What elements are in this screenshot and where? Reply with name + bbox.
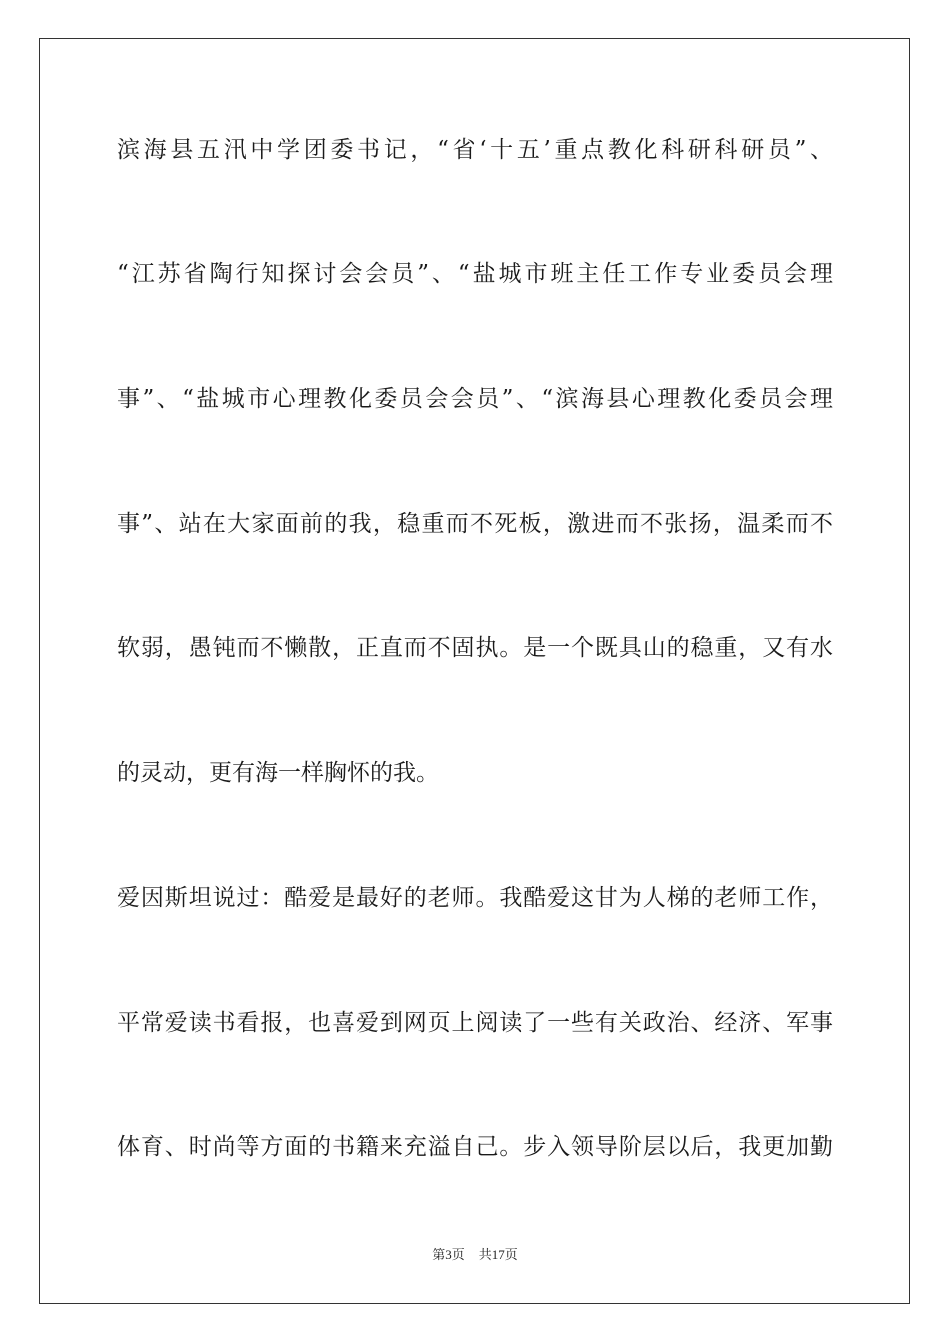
text-line-1: 滨海县五汛中学团委书记，“省‘十五’重点教化科研科研员”、 bbox=[117, 137, 833, 163]
text-line-6: 的灵动，更有海一样胸怀的我。 bbox=[117, 760, 439, 786]
text-line-5: 软弱，愚钝而不懒散，正直而不固执。是一个既具山的稳重，又有水 bbox=[117, 635, 833, 661]
text-line-4: 事”、站在大家面前的我，稳重而不死板，激进而不张扬，温柔而不 bbox=[117, 511, 833, 537]
page-number: 第3页 bbox=[432, 1247, 465, 1262]
text-line-3: 事”、“盐城市心理教化委员会会员”、“滨海县心理教化委员会理 bbox=[117, 386, 833, 412]
text-line-8: 平常爱读书看报，也喜爱到网页上阅读了一些有关政治、经济、军事 bbox=[117, 1010, 833, 1036]
page-footer bbox=[0, 1246, 950, 1264]
text-line-9: 体育、时尚等方面的书籍来充溢自己。步入领导阶层以后，我更加勤 bbox=[117, 1134, 833, 1160]
text-line-7: 爱因斯坦说过：酷爱是最好的老师。我酷爱这甘为人梯的老师工作， bbox=[117, 885, 833, 911]
text-line-2: “江苏省陶行知探讨会会员”、“盐城市班主任工作专业委员会理 bbox=[117, 261, 833, 287]
page-total: 共17页 bbox=[478, 1247, 518, 1262]
page-border bbox=[39, 38, 910, 1304]
